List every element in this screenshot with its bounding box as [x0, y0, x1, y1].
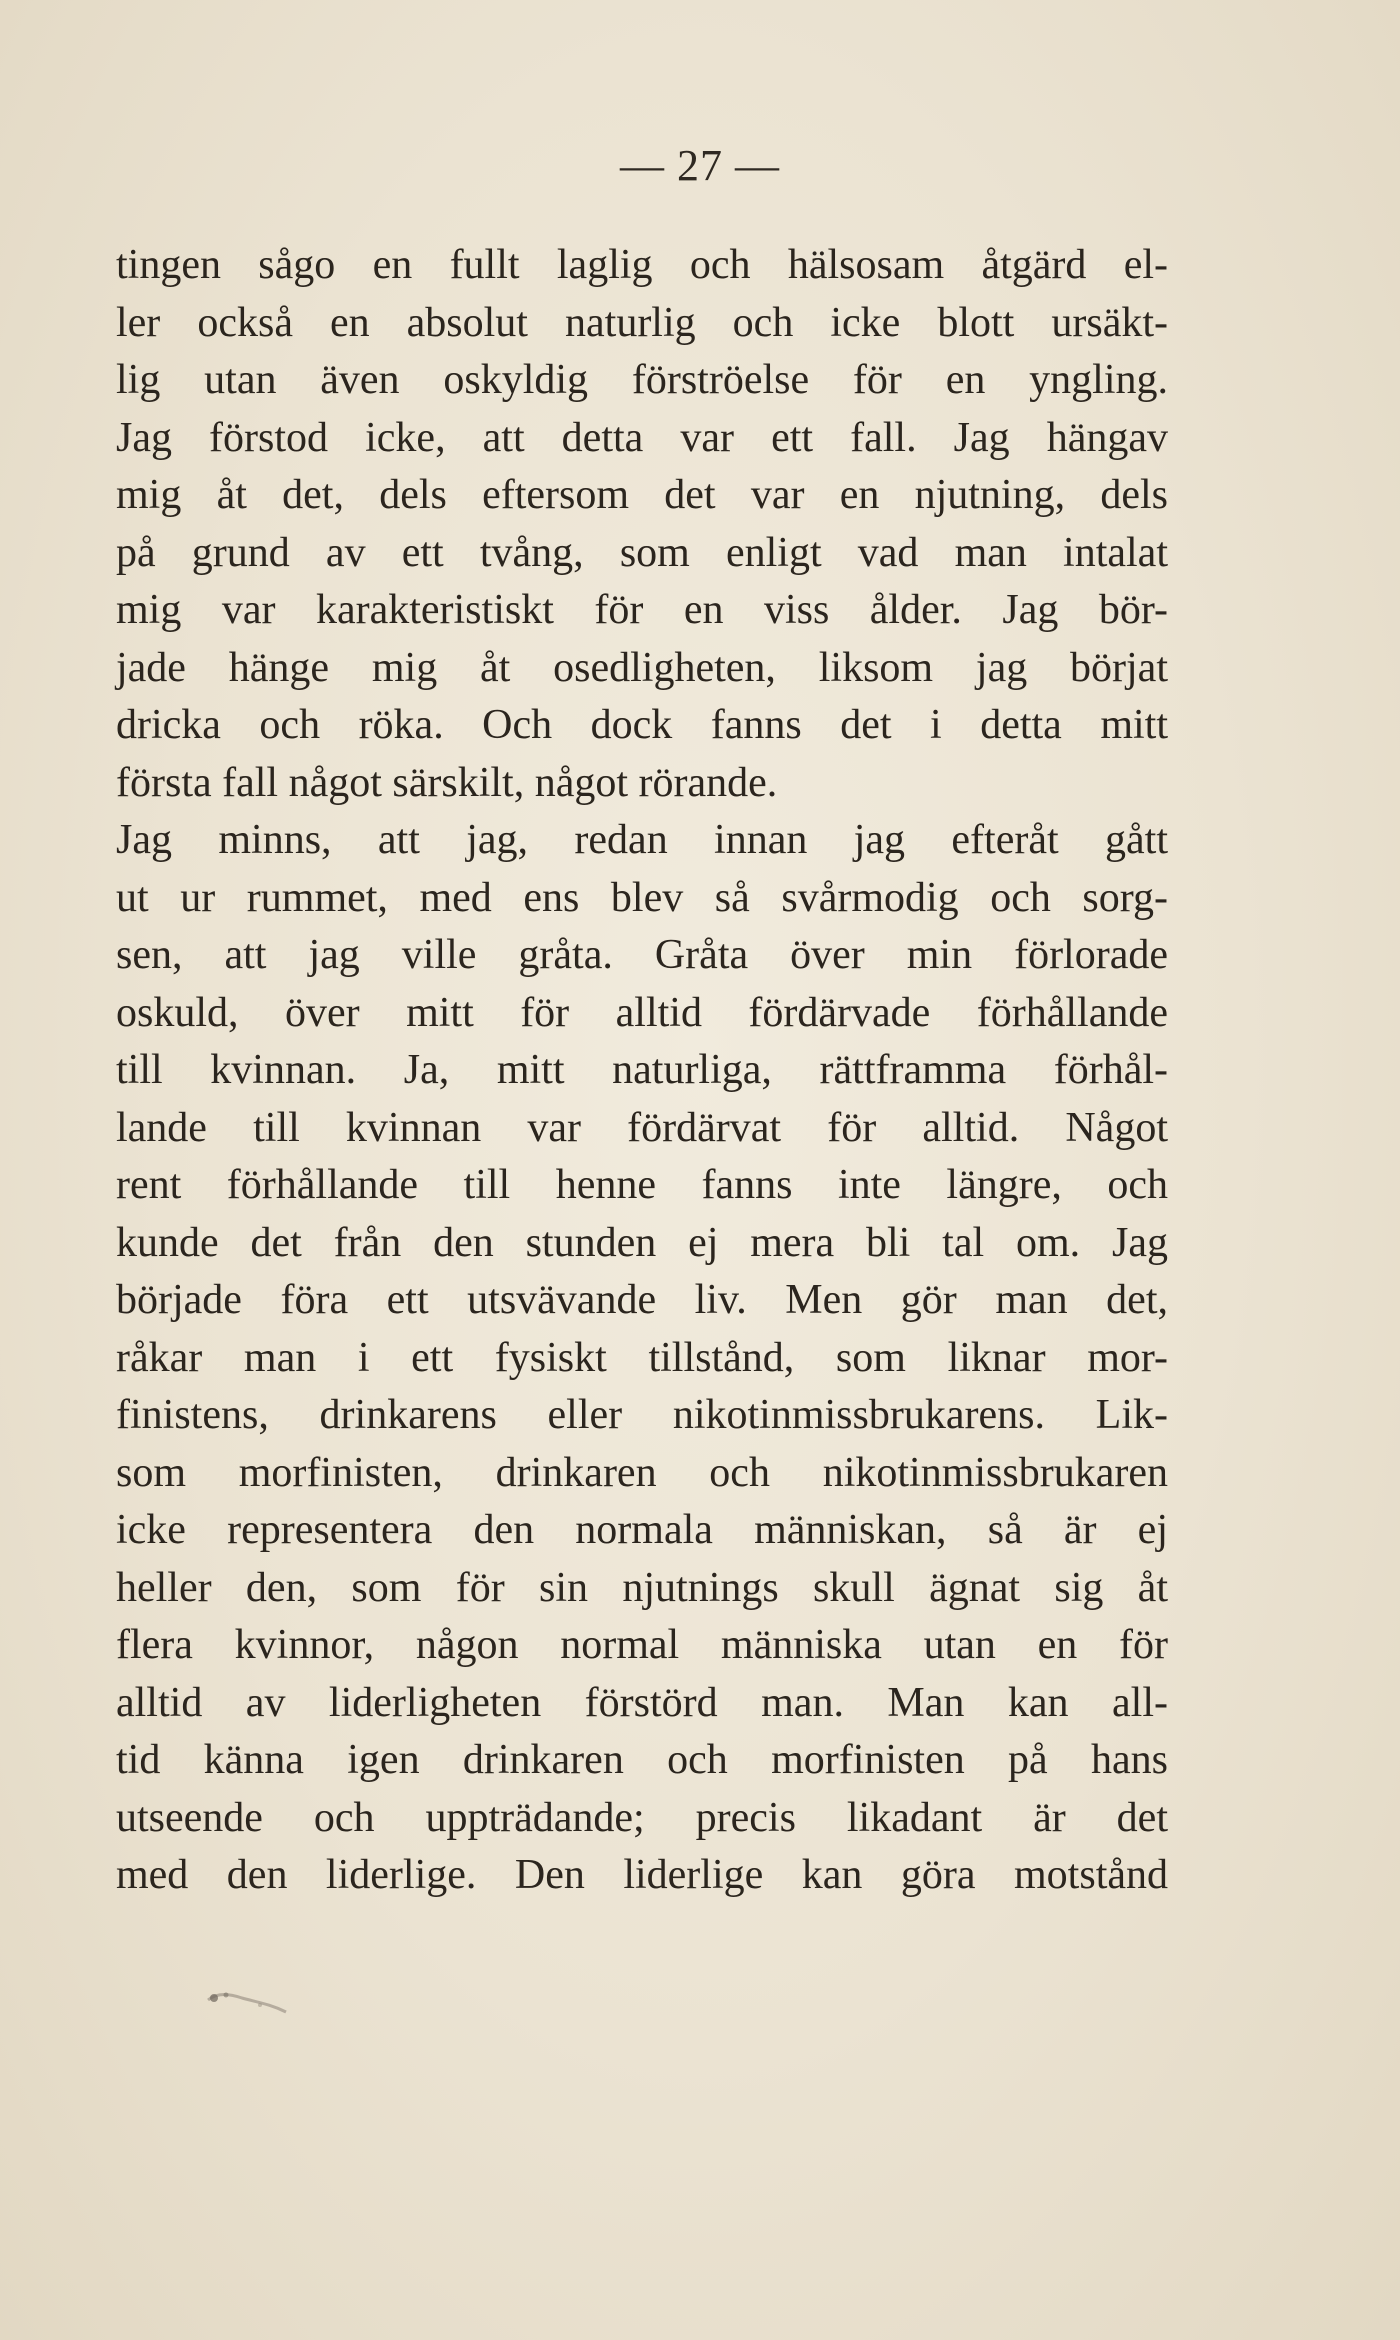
text-line: finistens, drinkarens eller nikotinmissbrukarens. Lik- — [116, 1392, 1168, 1438]
text-line: jade hänge mig åt osedligheten, liksom jag börjat — [116, 644, 1168, 691]
text-line: sen, att jag ville gråta. Gråta över min förlorade — [116, 932, 1168, 978]
text-line: första fall något särskilt, något rörande. — [116, 759, 778, 806]
text-line: Jag minns, att jag, redan innan jag efteråt gått — [116, 817, 1168, 863]
text-line: heller den, som för sin njutnings skull ägnat sig åt — [116, 1564, 1168, 1611]
text-line: icke representera den normala människan, så är ej — [116, 1507, 1168, 1553]
text-line: utseende och uppträdande; precis likadant är det — [116, 1794, 1168, 1841]
text-line: tingen sågo en fullt laglig och hälsosam åtgärd el- — [116, 242, 1168, 288]
text-line: alltid av liderligheten förstörd man. Man kan all- — [116, 1679, 1168, 1726]
text-line: dricka och röka. Och dock fanns det i detta mitt — [116, 702, 1168, 748]
text-line: med den liderlige. Den liderlige kan göra motstånd — [116, 1852, 1168, 1898]
text-line: på grund av ett tvång, som enligt vad man intalat — [116, 529, 1168, 576]
text-line: till kvinnan. Ja, mitt naturliga, rättframma förhål- — [116, 1047, 1168, 1093]
text-line: Jag förstod icke, att detta var ett fall. Jag hängav — [116, 414, 1168, 461]
text-line: mig åt det, dels eftersom det var en njutning, dels — [116, 472, 1168, 518]
text-line: mig var karakteristiskt för en viss ålder. Jag bör- — [116, 587, 1168, 633]
text-line: flera kvinnor, någon normal människa utan en för — [116, 1622, 1168, 1668]
text-line: lig utan även oskyldig förströelse för en yngling. — [116, 357, 1168, 403]
text-line: som morfinisten, drinkaren och nikotinmissbrukaren — [116, 1449, 1168, 1496]
ink-smudge — [200, 1978, 310, 2018]
text-line: rent förhållande till henne fanns inte längre, och — [116, 1162, 1168, 1208]
text-line: oskuld, över mitt för alltid fördärvade förhållande — [116, 989, 1168, 1036]
text-line: kunde det från den stunden ej mera bli tal om. Jag — [116, 1219, 1168, 1266]
text-line: ut ur rummet, med ens blev så svårmodig och sorg- — [116, 874, 1168, 921]
text-line: började föra ett utsvävande liv. Men gör man det, — [116, 1277, 1168, 1323]
text-line: lande till kvinnan var fördärvat för alltid. Något — [116, 1104, 1168, 1151]
text-line: ler också en absolut naturlig och icke blott ursäkt- — [116, 299, 1168, 346]
body-text — [116, 237, 1168, 1905]
text-line: tid känna igen drinkaren och morfinisten på hans — [116, 1737, 1168, 1783]
text-line: råkar man i ett fysiskt tillstånd, som liknar mor- — [116, 1334, 1168, 1381]
page-number: — 27 — — [620, 141, 780, 190]
